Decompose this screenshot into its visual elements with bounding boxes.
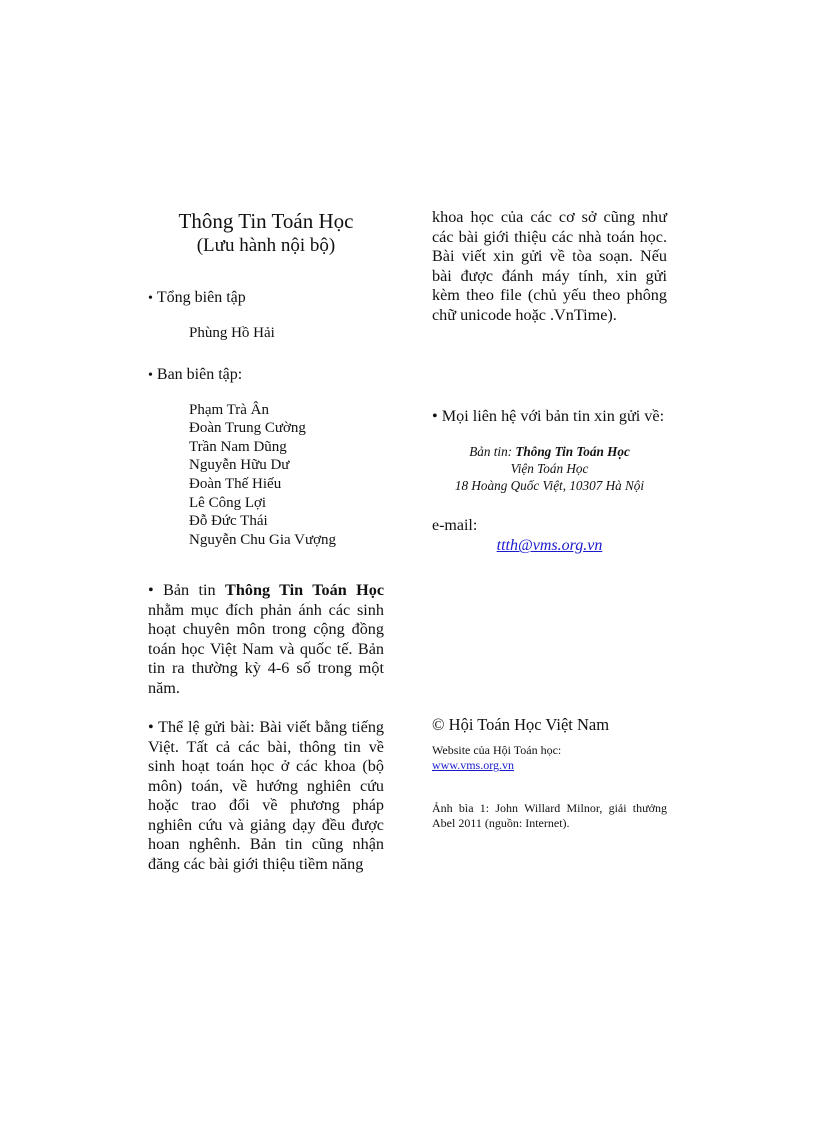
board-member-list	[148, 401, 384, 550]
contact-heading: • Mọi liên hệ với bản tin xin gửi về:	[432, 407, 665, 425]
newsletter-subtitle: (Lưu hành nội bộ)	[196, 235, 336, 256]
board-member: Trần Nam Dũng	[189, 438, 287, 455]
bullet-icon: •	[148, 718, 159, 737]
email-label: e-mail:	[432, 517, 478, 535]
address-line-3: 18 Hoàng Quốc Việt, 10307 Hà Nội	[454, 477, 645, 493]
submission-rules-paragraph: • Thể lệ gửi bài: Bài viết bằng tiếng Việt. Tất cả các bài, thông tin về sinh hoạt toán học ở các khoa (bộ môn) toán, về hướng nghiên cứu hoặc trao đổi về phương pháp nghiên cứu và giảng dạy đều được hoan nghênh. Bản tin cũng nhận đăng các bài giới thiệu tiềm năng	[148, 718, 385, 873]
website-label: Website của Hội Toán học:	[432, 743, 562, 758]
copyright-notice: © Hội Toán Học Việt Nam	[432, 715, 610, 735]
address-line-2: Viện Toán Học	[510, 460, 589, 476]
board-member: Đoàn Thế Hiếu	[189, 475, 282, 492]
newsletter-title: Thông Tin Toán Học	[178, 209, 354, 233]
chief-editor-heading: • Tổng biên tập	[148, 289, 246, 306]
right-column	[432, 208, 667, 831]
board-member: Phạm Trà Ân	[189, 401, 270, 418]
mailing-address	[432, 444, 667, 494]
left-column	[148, 208, 384, 874]
board-heading: • Ban biên tập:	[148, 365, 243, 383]
cover-caption: Ảnh bìa 1: John Willard Milnor, giải thưởng Abel 2011 (nguồn: Internet).	[432, 801, 667, 831]
board-member: Nguyễn Chu Gia Vượng	[189, 531, 337, 548]
chief-editor-name: Phùng Hồ Hải	[189, 325, 275, 341]
continued-paragraph: khoa học của các cơ sở cũng như các bài giới thiệu các nhà toán học. Bài viết xin gửi về tòa soạn. Nếu bài được đánh máy tính, xin gửi kèm theo file (chủ yếu theo phông chữ unicode hoặc .VnTime).	[432, 208, 667, 324]
bullet-icon: •	[148, 367, 153, 383]
bullet-icon: •	[432, 407, 442, 425]
board-member: Đỗ Đức Thái	[189, 513, 268, 530]
board-member: Nguyễn Hữu Dư	[189, 457, 290, 474]
board-member: Đoàn Trung Cường	[189, 420, 306, 437]
bullet-icon: •	[148, 581, 164, 600]
bullet-icon: •	[148, 291, 153, 306]
about-paragraph: • Bản tin Thông Tin Toán Học nhằm mục đích phản ánh các sinh hoạt chuyên môn trong cộng đồng toán học Việt Nam và quốc tế. Bản tin ra thường kỳ 4-6 số trong một năm.	[148, 581, 385, 697]
newsletter-name: Thông Tin Toán Học	[225, 581, 385, 600]
website-link[interactable]: www.vms.org.vn	[432, 758, 515, 773]
board-member: Lê Công Lợi	[189, 494, 267, 511]
address-line-1: Bản tin: Thông Tin Toán Học	[469, 444, 630, 459]
email-link[interactable]: ttth@vms.org.vn	[496, 537, 603, 555]
